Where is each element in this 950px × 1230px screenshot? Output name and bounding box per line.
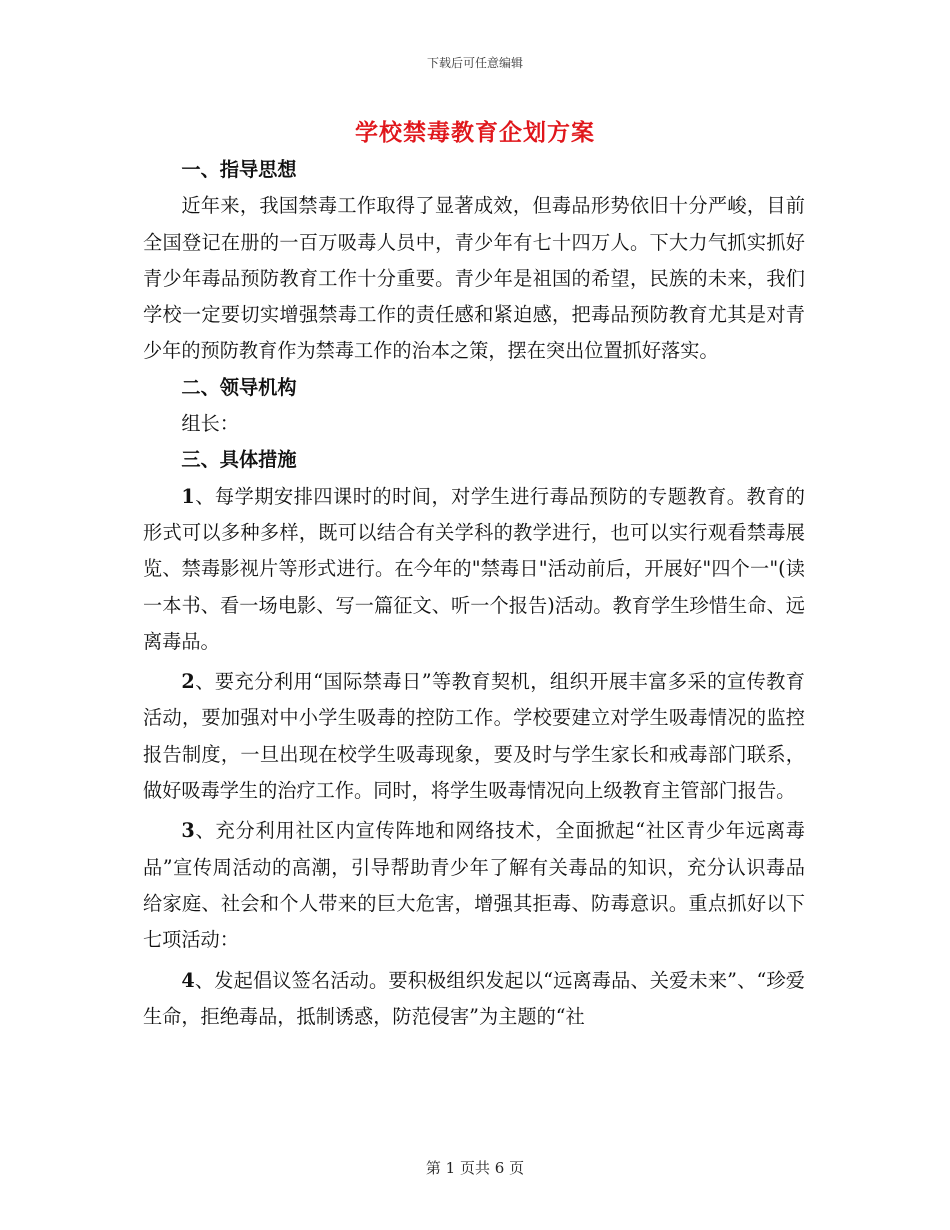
measure-text: 、要充分利用“国际禁毒日”等教育契机，组织开展丰富多采的宣传教育活动，要加强对中小学生吸毒的控防工作。学校要建立对学生吸毒情况的监控报告制度，一旦出现在校学生吸毒现象，要及时与学生家长和戒毒部门联系，做好吸毒学生的治疗工作。同时，将学生吸毒情况向上级教育主管部门报告。 [143, 670, 805, 803]
page-header-note: 下载后可任意编辑 [426, 56, 523, 70]
section-heading-leadership: 二、领导机构 [181, 375, 297, 399]
measure-text: 、每学期安排四课时的时间，对学生进行毒品预防的专题教育。教育的形式可以多种多样，既可以结合有关学科的教学进行，也可以实行观看禁毒展览、禁毒影视片等形式进行。在今年的"禁毒日"活动前后，开展好"四个一"(读一本书、看一场电影、写一篇征文、听一个报告)活动。教育学生珍惜生命、远离毒品。 [143, 484, 805, 653]
measure-number: 1 [181, 484, 195, 508]
measure-number: 4 [181, 968, 195, 992]
measure-number: 2 [181, 670, 195, 694]
section-heading-measures: 三、具体措施 [181, 448, 297, 472]
measure-item-3 [143, 813, 805, 958]
measure-text: 、发起倡议签名活动。要积极组织发起以“远离毒品、关爱未来”、“珍爱生命，拒绝毒品，抵制诱惑，防范侵害”为主题的“社 [143, 968, 805, 1028]
document-title: 学校禁毒教育企划方案 [355, 119, 595, 146]
measure-text: 、充分利用社区内宣传阵地和网络技术，全面掀起“社区青少年远离毒品”宣传周活动的高潮，引导帮助青少年了解有关毒品的知识，充分认识毒品给家庭、社会和个人带来的巨大危害，增强其拒毒、防毒意识。重点抓好以下七项活动： [143, 819, 805, 952]
measure-item-1 [143, 479, 805, 660]
measure-item-2 [143, 664, 805, 809]
section-heading-guiding-ideology: 一、指导思想 [181, 158, 297, 181]
measure-item-4 [143, 963, 805, 1036]
measure-number: 3 [181, 819, 195, 843]
paragraph-guiding-ideology: 近年来，我国禁毒工作取得了显著成效，但毒品形势依旧十分严峻，目前全国登记在册的一百万吸毒人员中，青少年有七十四万人。下大力气抓实抓好青少年毒品预防教育工作十分重要。青少年是祖国的希望，民族的未来，我们学校一定要切实增强禁毒工作的责任感和紧迫感，把毒品预防教育尤其是对青少年的预防教育作为禁毒工作的治本之策，摆在突出位置抓好落实。 [143, 194, 805, 363]
page-footer-number: 第 1 页共 6 页 [425, 1159, 525, 1177]
paragraph-leader: 组长： [181, 412, 239, 436]
document-body [143, 152, 805, 1035]
